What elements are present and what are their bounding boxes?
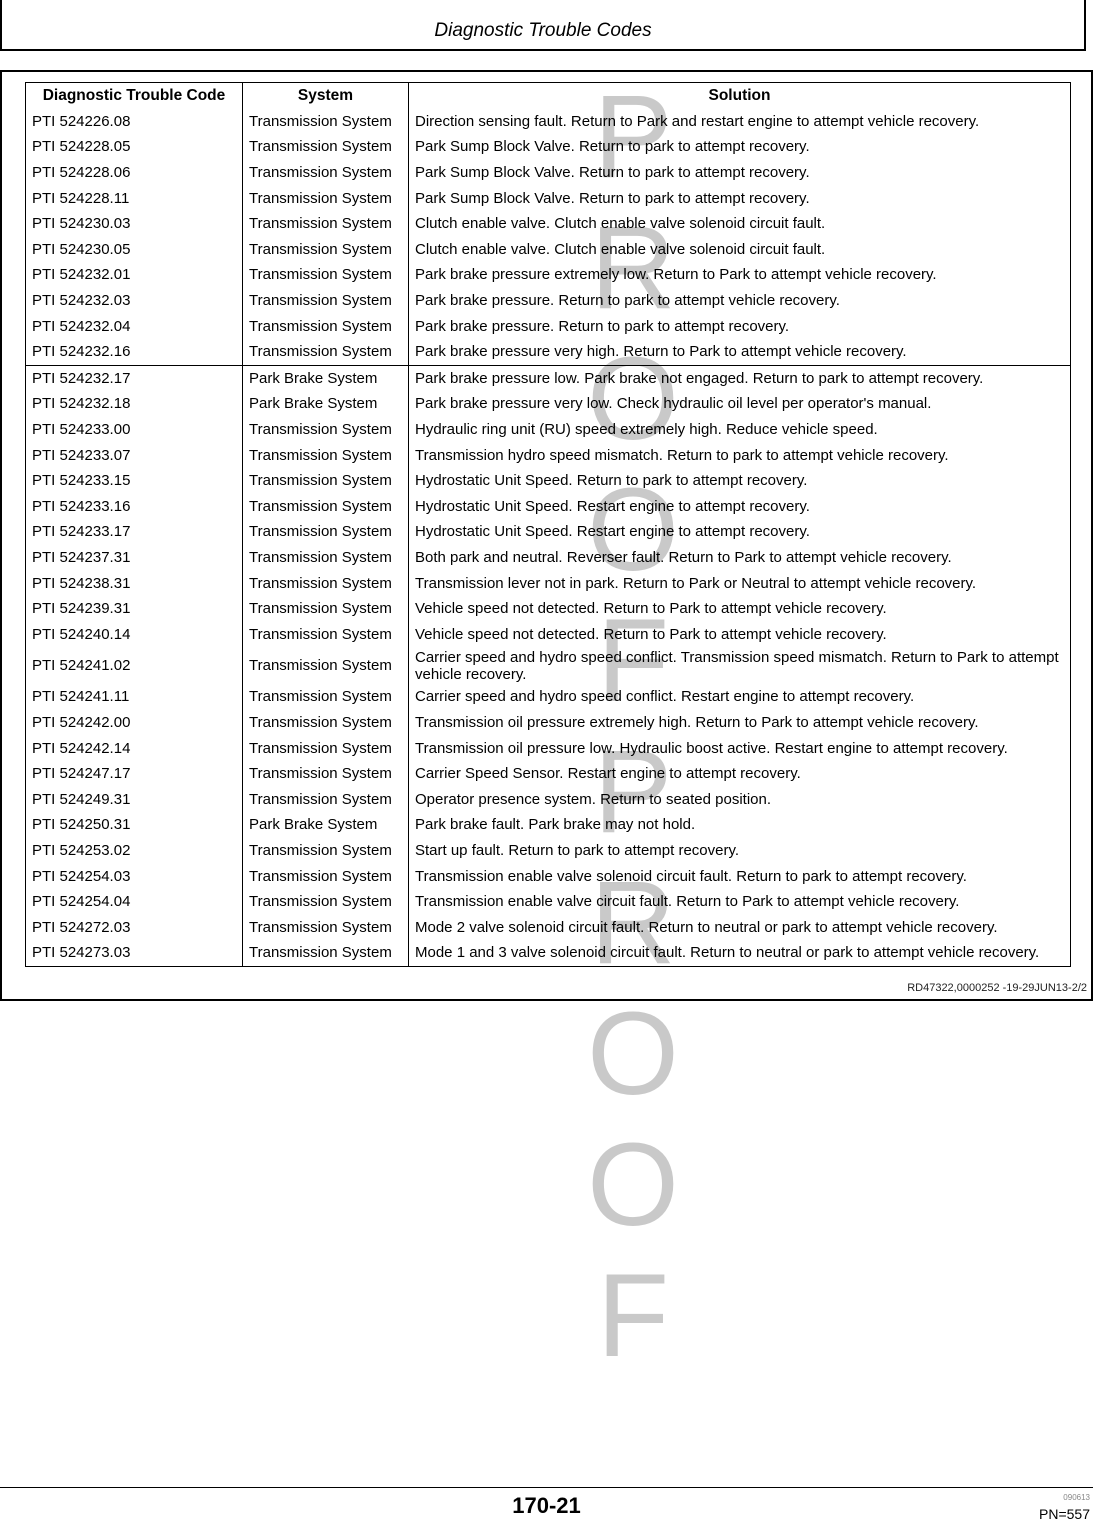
table-row [26,391,1071,417]
cell-system: Transmission System [243,109,409,135]
cell-system: Transmission System [243,545,409,571]
table-row [26,570,1071,596]
table-row [26,185,1071,211]
cell-solution: Mode 2 valve solenoid circuit fault. Return to neutral or park to attempt vehicle recovery. [409,914,1071,940]
cell-system: Transmission System [243,417,409,443]
cell-solution: Clutch enable valve. Clutch enable valve solenoid circuit fault. [409,211,1071,237]
cell-solution: Park Sump Block Valve. Return to park to attempt recovery. [409,134,1071,160]
cell-code: PTI 524241.02 [26,647,243,684]
cell-solution: Direction sensing fault. Return to Park and restart engine to attempt vehicle recovery. [409,109,1071,135]
cell-solution: Hydrostatic Unit Speed. Return to park to attempt recovery. [409,468,1071,494]
footer-divider [0,1487,1093,1488]
table-row [26,684,1071,710]
table-body [26,109,1071,967]
cell-code: PTI 524242.14 [26,735,243,761]
cell-solution: Park brake pressure low. Park brake not engaged. Return to park to attempt recovery. [409,365,1071,391]
table-row [26,812,1071,838]
column-header-system: System [243,83,409,109]
cell-code: PTI 524249.31 [26,786,243,812]
cell-solution: Transmission enable valve solenoid circuit fault. Return to park to attempt recovery. [409,863,1071,889]
cell-solution: Carrier speed and hydro speed conflict. Transmission speed mismatch. Return to Park to attempt vehicle recovery. [409,647,1071,684]
cell-code: PTI 524239.31 [26,596,243,622]
table-row [26,109,1071,135]
watermark-letter: P [593,71,673,203]
table-row [26,237,1071,263]
cell-system: Transmission System [243,442,409,468]
cell-code: PTI 524230.05 [26,237,243,263]
table-row [26,621,1071,647]
table-row [26,735,1071,761]
cell-solution: Hydrostatic Unit Speed. Restart engine to attempt recovery. [409,494,1071,520]
cell-system: Transmission System [243,621,409,647]
table-row [26,262,1071,288]
cell-solution: Park brake fault. Park brake may not hold. [409,812,1071,838]
cell-code: PTI 524272.03 [26,914,243,940]
cell-solution: Hydrostatic Unit Speed. Restart engine to attempt recovery. [409,519,1071,545]
table-header-row [26,83,1071,109]
cell-system: Transmission System [243,647,409,684]
cell-code: PTI 524230.03 [26,211,243,237]
table-row [26,313,1071,339]
cell-system: Transmission System [243,185,409,211]
cell-code: PTI 524233.17 [26,519,243,545]
cell-code: PTI 524238.31 [26,570,243,596]
page-header [0,0,1086,51]
cell-system: Transmission System [243,468,409,494]
cell-system: Transmission System [243,596,409,622]
cell-code: PTI 524247.17 [26,761,243,787]
watermark-letter: O [587,333,679,465]
cell-code: PTI 524232.16 [26,339,243,365]
watermark-letter: R [590,202,676,334]
cell-system: Transmission System [243,786,409,812]
cell-code: PTI 524253.02 [26,838,243,864]
cell-system: Park Brake System [243,391,409,417]
cell-system: Transmission System [243,735,409,761]
table-row [26,545,1071,571]
dtc-table [25,82,1071,967]
cell-system: Transmission System [243,684,409,710]
table-row [26,365,1071,391]
cell-code: PTI 524233.16 [26,494,243,520]
cell-solution: Mode 1 and 3 valve solenoid circuit fault. Return to neutral or park to attempt vehicle recovery. [409,940,1071,966]
cell-solution: Start up fault. Return to park to attempt recovery. [409,838,1071,864]
cell-solution: Park brake pressure very high. Return to Park to attempt vehicle recovery. [409,339,1071,365]
cell-code: PTI 524233.00 [26,417,243,443]
cell-code: PTI 524228.06 [26,160,243,186]
cell-system: Transmission System [243,288,409,314]
table-row [26,211,1071,237]
cell-solution: Clutch enable valve. Clutch enable valve solenoid circuit fault. [409,237,1071,263]
cell-solution: Transmission lever not in park. Return to Park or Neutral to attempt vehicle recovery. [409,570,1071,596]
cell-code: PTI 524233.07 [26,442,243,468]
cell-code: PTI 524232.17 [26,365,243,391]
table-row [26,519,1071,545]
cell-solution: Park brake pressure very low. Check hydraulic oil level per operator's manual. [409,391,1071,417]
cell-code: PTI 524237.31 [26,545,243,571]
table-row [26,134,1071,160]
watermark-letter: O [587,988,679,1120]
table-row [26,761,1071,787]
watermark-letter: O [587,464,679,596]
cell-system: Park Brake System [243,812,409,838]
cell-code: PTI 524232.01 [26,262,243,288]
cell-system: Transmission System [243,313,409,339]
reference-code: RD47322,0000252 -19-29JUN13-2/2 [907,982,1087,994]
table-row [26,468,1071,494]
table-row [26,863,1071,889]
page-pn: PN=557 [1039,1506,1090,1522]
cell-solution: Transmission oil pressure low. Hydraulic boost active. Restart engine to attempt recovery. [409,735,1071,761]
cell-solution: Park Sump Block Valve. Return to park to attempt recovery. [409,185,1071,211]
cell-code: PTI 524226.08 [26,109,243,135]
table-row [26,417,1071,443]
cell-code: PTI 524242.00 [26,710,243,736]
page-title: Diagnostic Trouble Codes [434,20,652,41]
cell-solution: Park brake pressure extremely low. Return to Park to attempt vehicle recovery. [409,262,1071,288]
cell-system: Transmission System [243,211,409,237]
table-row [26,288,1071,314]
cell-solution: Park brake pressure. Return to park to attempt vehicle recovery. [409,288,1071,314]
cell-system: Transmission System [243,519,409,545]
cell-system: Transmission System [243,160,409,186]
table-row [26,889,1071,915]
cell-system: Transmission System [243,838,409,864]
watermark-letter: O [587,1119,679,1251]
table-row [26,647,1071,684]
cell-solution: Both park and neutral. Reverser fault. Return to Park to attempt vehicle recovery. [409,545,1071,571]
table-row [26,838,1071,864]
table-row [26,914,1071,940]
watermark-letter: R [590,857,676,989]
table-row [26,596,1071,622]
column-header-solution: Solution [409,83,1071,109]
cell-code: PTI 524254.03 [26,863,243,889]
cell-solution: Park brake pressure. Return to park to attempt recovery. [409,313,1071,339]
cell-code: PTI 524240.14 [26,621,243,647]
cell-system: Transmission System [243,889,409,915]
cell-solution: Transmission enable valve circuit fault. Return to Park to attempt vehicle recovery. [409,889,1071,915]
cell-system: Transmission System [243,863,409,889]
cell-system: Transmission System [243,494,409,520]
cell-solution: Transmission oil pressure extremely high. Return to Park to attempt vehicle recovery. [409,710,1071,736]
cell-system: Park Brake System [243,365,409,391]
cell-solution: Vehicle speed not detected. Return to Park to attempt vehicle recovery. [409,596,1071,622]
cell-system: Transmission System [243,339,409,365]
table-row [26,710,1071,736]
page-number: 170-21 [512,1493,581,1518]
watermark-letter: F [596,1250,670,1382]
cell-code: PTI 524254.04 [26,889,243,915]
cell-solution: Park Sump Block Valve. Return to park to attempt recovery. [409,160,1071,186]
cell-code: PTI 524241.11 [26,684,243,710]
cell-code: PTI 524232.04 [26,313,243,339]
footer-code: 090613 [1063,1493,1090,1502]
cell-system: Transmission System [243,710,409,736]
cell-solution: Vehicle speed not detected. Return to Park to attempt vehicle recovery. [409,621,1071,647]
cell-code: PTI 524232.03 [26,288,243,314]
cell-system: Transmission System [243,237,409,263]
table-row [26,339,1071,365]
cell-solution: Operator presence system. Return to seated position. [409,786,1071,812]
cell-code: PTI 524232.18 [26,391,243,417]
cell-solution: Transmission hydro speed mismatch. Return to park to attempt vehicle recovery. [409,442,1071,468]
cell-code: PTI 524233.15 [26,468,243,494]
cell-system: Transmission System [243,134,409,160]
table-row [26,160,1071,186]
column-header-code: Diagnostic Trouble Code [26,83,243,109]
cell-system: Transmission System [243,914,409,940]
cell-code: PTI 524228.05 [26,134,243,160]
table-row [26,442,1071,468]
table-row [26,940,1071,966]
cell-code: PTI 524228.11 [26,185,243,211]
cell-solution: Carrier speed and hydro speed conflict. Restart engine to attempt recovery. [409,684,1071,710]
cell-code: PTI 524273.03 [26,940,243,966]
cell-solution: Hydraulic ring unit (RU) speed extremely high. Reduce vehicle speed. [409,417,1071,443]
cell-code: PTI 524250.31 [26,812,243,838]
cell-system: Transmission System [243,940,409,966]
cell-system: Transmission System [243,570,409,596]
table-row [26,786,1071,812]
watermark-letter: F [596,595,670,727]
content-frame [0,70,1093,1001]
cell-solution: Carrier Speed Sensor. Restart engine to attempt recovery. [409,761,1071,787]
watermark-letter: P [593,726,673,858]
cell-system: Transmission System [243,262,409,288]
table-row [26,494,1071,520]
cell-system: Transmission System [243,761,409,787]
